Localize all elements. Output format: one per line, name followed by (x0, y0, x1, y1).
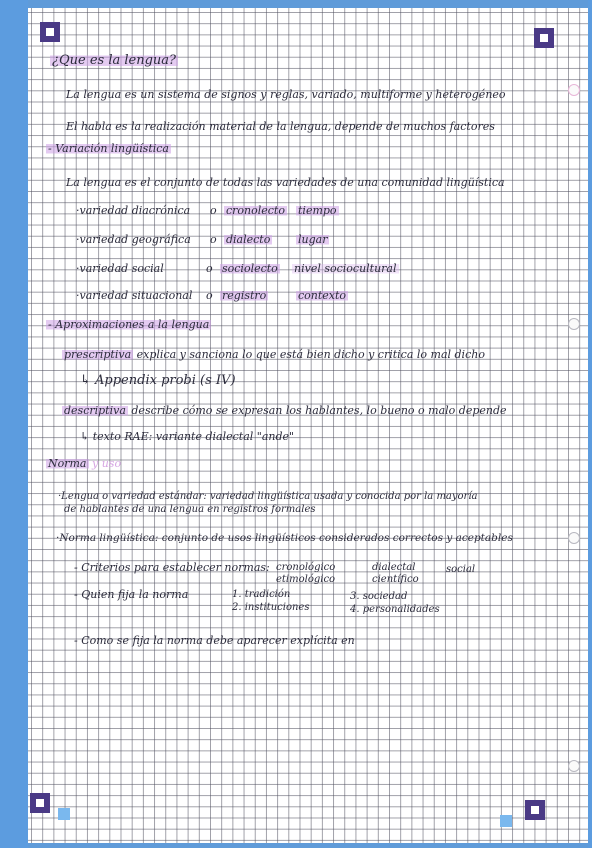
lengua-estandar-line-2: de hablantes de una lengua en registros formales (64, 504, 316, 515)
heading-norma: Norma y uso (48, 457, 122, 470)
punch-hole (568, 760, 580, 772)
right-binding-strip (588, 0, 592, 848)
criterio-dialectal: dialectal (372, 562, 416, 573)
criterio-cronologico: cronológico (276, 562, 336, 573)
variedad-row: ·variedad situacional (76, 289, 193, 302)
heading-variacion: - Variación lingüística (48, 142, 169, 155)
variedad-row: ·variedad social (76, 262, 164, 275)
variedad-factor: tiempo (298, 204, 337, 217)
corner-logo-bottom-left (30, 793, 50, 813)
punch-hole (568, 318, 580, 330)
quien-item-1: 1. tradición (232, 589, 291, 600)
punch-hole (568, 532, 580, 544)
variedad-row: ·variedad geográfica (76, 233, 191, 246)
descriptiva-note: ↳ texto RAE: variante dialectal "ande" (80, 430, 295, 443)
variedad-term: dialecto (226, 233, 271, 246)
criterios-label: - Criterios para establecer normas: (74, 561, 270, 574)
norma-linguistica-line: ·Norma lingüística: conjunto de usos lingüísticos considerados correctos y aceptables (56, 532, 513, 544)
descriptiva-line: descriptiva describe cómo se expresan los hablantes, lo bueno o malo depende (64, 404, 507, 417)
grid-paper-sheet (28, 8, 588, 843)
corner-logo-top-left (40, 22, 60, 42)
quien-label: - Quien fija la norma (74, 588, 189, 601)
variedad-term: cronolecto (226, 204, 285, 217)
corner-square-bottom-right (500, 815, 512, 827)
variedad-factor: contexto (298, 289, 347, 302)
corner-square-bottom-left (58, 808, 70, 820)
definition-habla: El habla es la realización material de la lengua, depende de muchos factores (66, 120, 495, 133)
criterio-etimologico: etimológico (276, 574, 336, 585)
heading-aproximaciones: - Aproximaciones a la lengua (48, 318, 210, 331)
heading-norma-faded: y uso (92, 457, 122, 470)
variedad-factor: nivel sociocultural (294, 262, 397, 275)
lengua-estandar-line-1: ·Lengua o variedad estándar: variedad lingüística usada y conocida por la mayoría (58, 491, 478, 502)
prescriptiva-note: ↳ Appendix probi (s IV) (80, 373, 236, 388)
prescriptiva-line: prescriptiva explica y sanciona lo que está bien dicho y critica lo mal dicho (64, 348, 485, 361)
variedad-o: o (206, 289, 213, 302)
corner-logo-bottom-right (525, 800, 545, 820)
como-label: - Como se fija la norma debe aparecer explícita en (74, 634, 355, 647)
quien-item-4: 4. personalidades (350, 604, 440, 615)
variedad-o: o (206, 262, 213, 275)
variacion-intro: La lengua es el conjunto de todas las variedades de una comunidad lingüística (66, 176, 505, 189)
variedad-factor: lugar (298, 233, 328, 246)
question-title: ¿Que es la lengua? (52, 53, 177, 68)
corner-logo-top-right (534, 28, 554, 48)
quien-item-2: 2. instituciones (232, 602, 310, 613)
variedad-term: sociolecto (222, 262, 278, 275)
criterio-cientifico: científico (372, 574, 419, 585)
left-binding-strip (0, 0, 28, 848)
variedad-row: ·variedad diacrónica (76, 204, 191, 217)
criterio-social: social (446, 564, 476, 575)
right-margin (588, 0, 616, 848)
punch-hole (568, 84, 580, 96)
variedad-o: o (210, 204, 217, 217)
definition-lengua: La lengua es un sistema de signos y reglas, variado, multiforme y heterogéneo (66, 88, 506, 101)
quien-item-3: 3. sociedad (350, 591, 408, 602)
variedad-o: o (210, 233, 217, 246)
variedad-term: registro (222, 289, 267, 302)
